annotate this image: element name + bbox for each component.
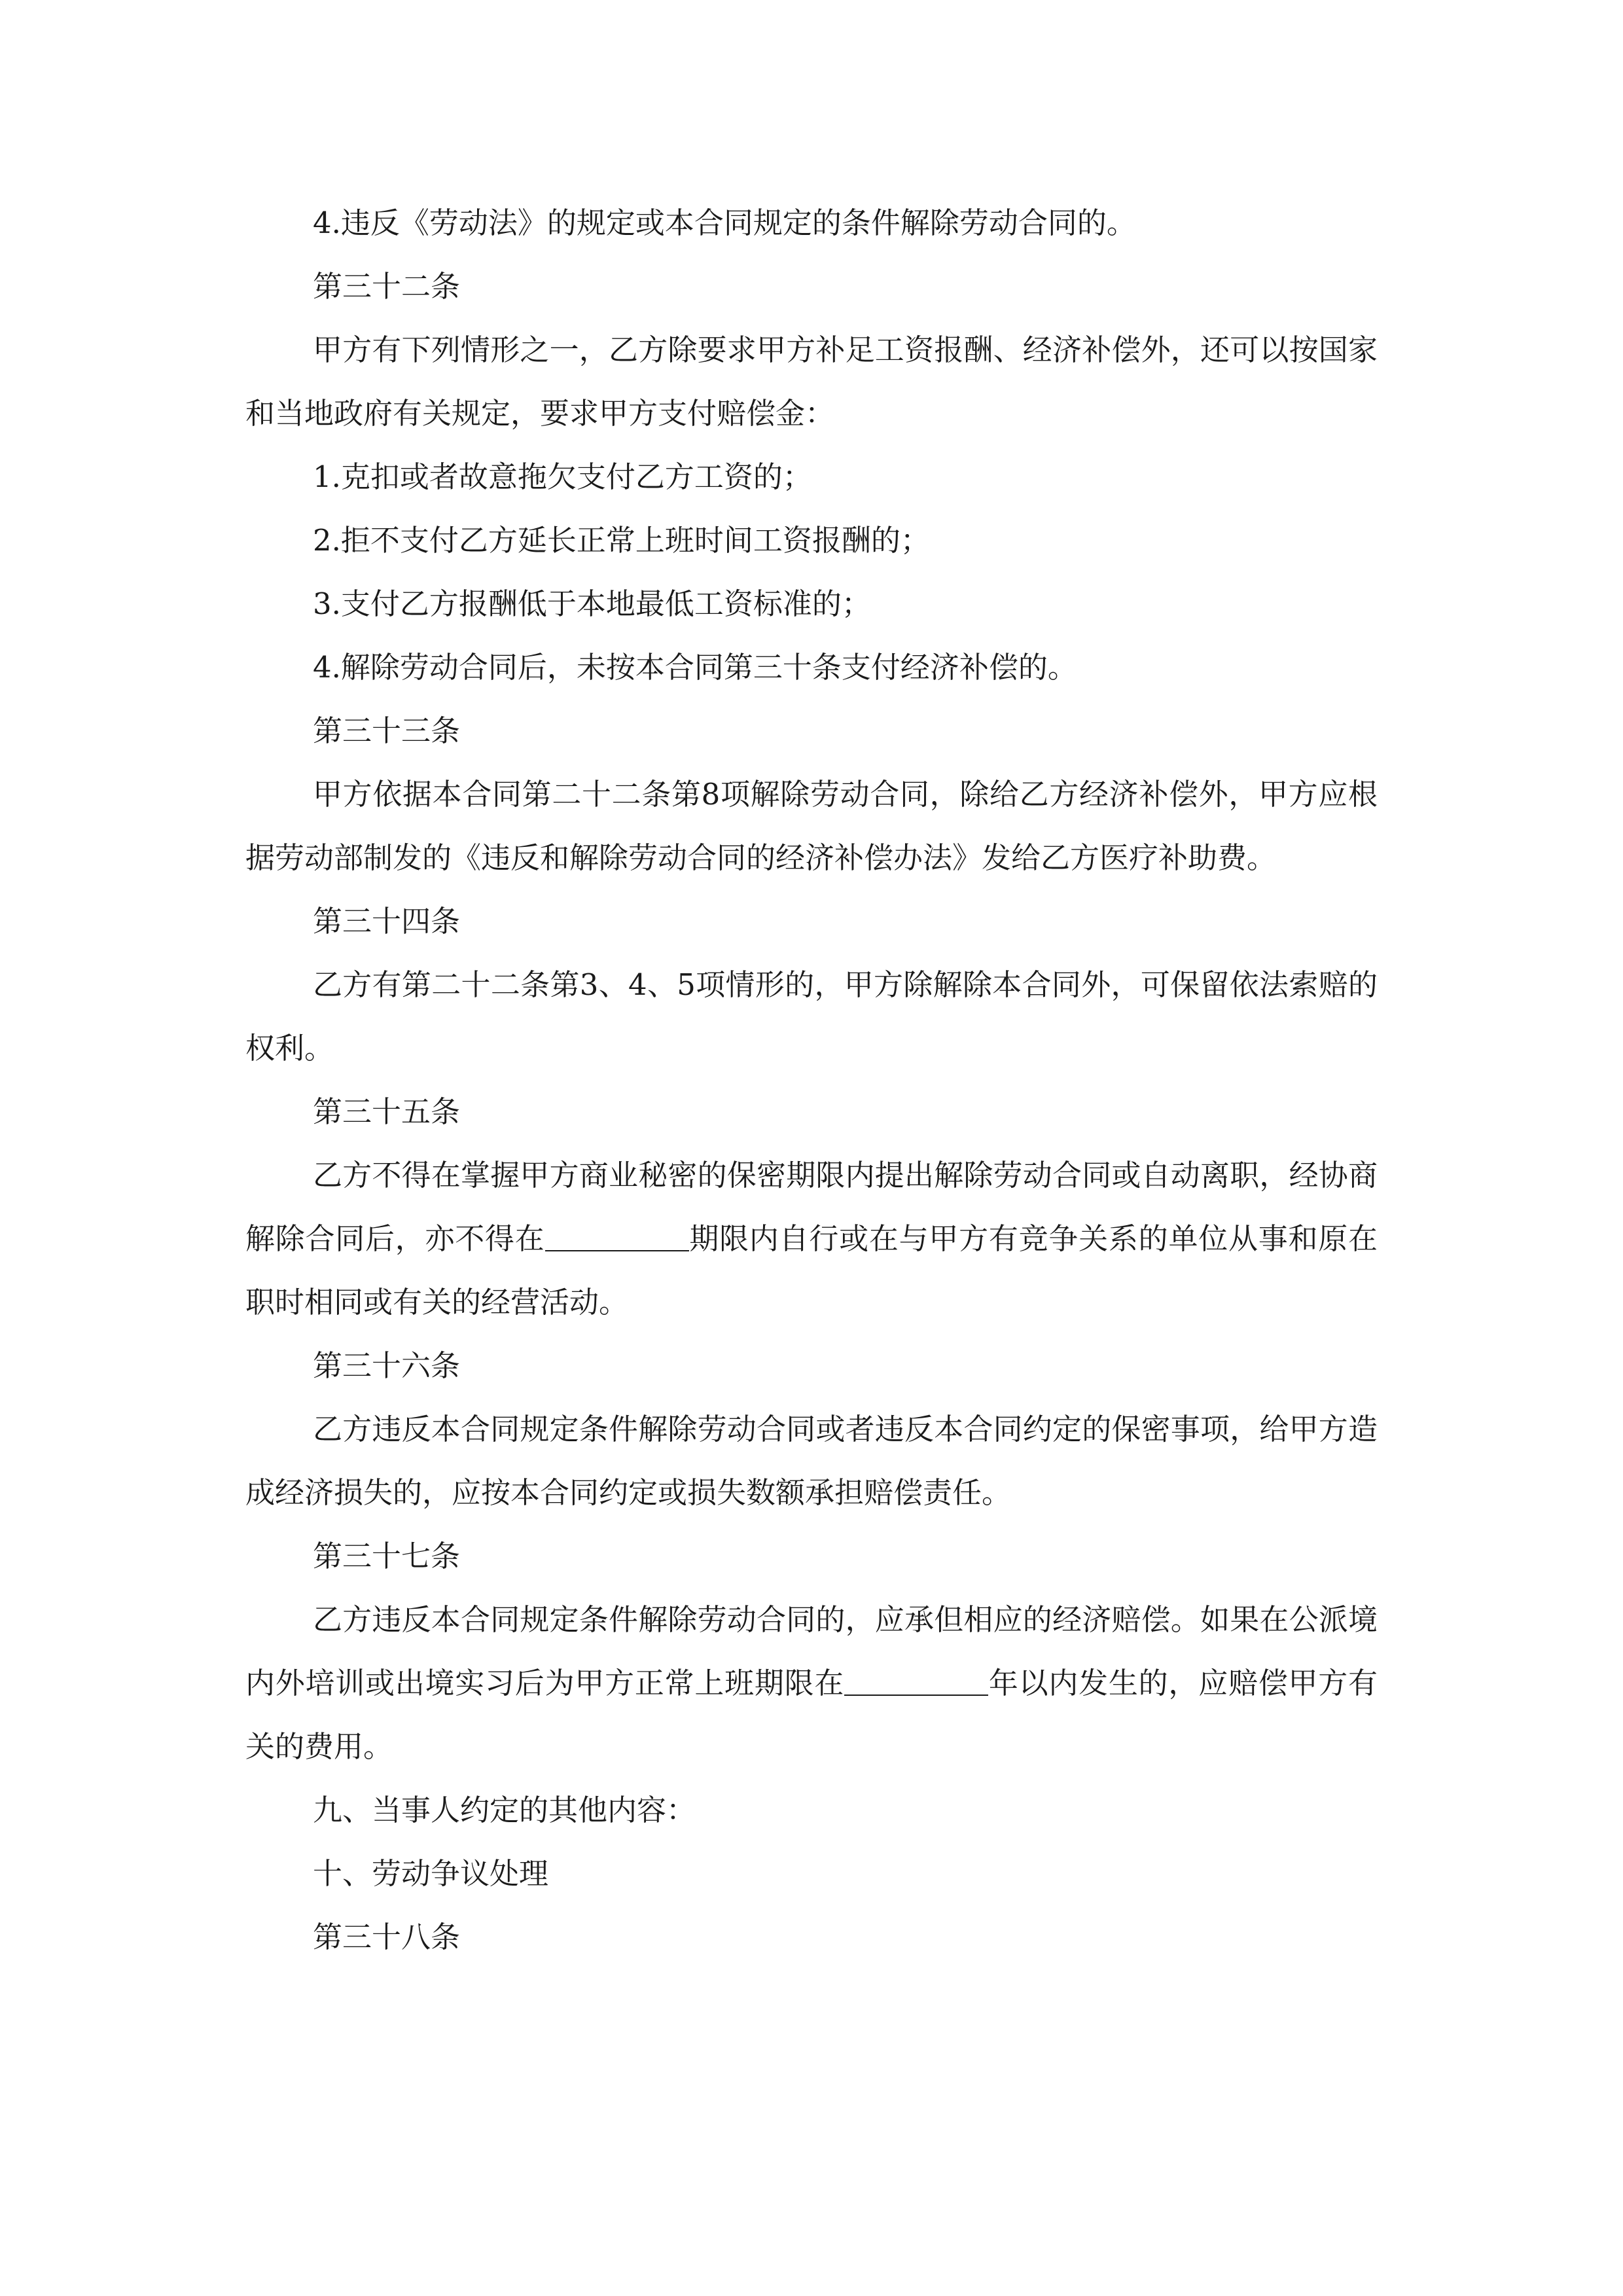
clause-item: 2.拒不支付乙方延长正常上班时间工资报酬的；: [313, 523, 930, 558]
fill-in-blank[interactable]: [844, 1668, 988, 1696]
clause-text: 甲方有下列情形之一，乙方除要求甲方补足工资报酬、经济补偿外，还可以按国家和当地政府有关规定，要求甲方支付赔偿金：: [245, 332, 1378, 431]
article-heading: 第三十六条: [313, 1348, 461, 1383]
clause-text-part: 年以内发生的，应赔偿甲方有关的费用。: [245, 1666, 1378, 1764]
clause-text: [245, 1588, 1378, 1778]
article-heading: 第三十五条: [313, 1094, 461, 1129]
article-heading: 第三十七条: [313, 1539, 461, 1573]
clause-text: 乙方有第二十二条第3、4、5项情形的，甲方除解除本合同外，可保留依法索赔的权利。: [245, 967, 1378, 1066]
clause-text-part: 乙方不得在掌握甲方商业秘密的保密期限内提出解除劳动合同或自动离职，经协商解除合同后，亦不得在: [245, 1158, 1378, 1256]
clause-item: 3.支付乙方报酬低于本地最低工资标准的；: [313, 586, 871, 621]
clause-text: 4.违反《劳动法》的规定或本合同规定的条件解除劳动合同的。: [313, 206, 1136, 240]
article-heading: 第三十八条: [313, 1920, 461, 1954]
clause-item: 1.克扣或者故意拖欠支付乙方工资的；: [313, 459, 812, 494]
fill-in-blank[interactable]: [545, 1224, 689, 1251]
article-heading: 第三十三条: [313, 713, 461, 748]
document-body: [245, 191, 1378, 1969]
clause-text-part: 期限内自行或在与甲方有竞争关系的单位从事和原在职时相同或有关的经营活动。: [245, 1221, 1378, 1319]
clause-text-part: 乙方违反本合同规定条件解除劳动合同的，应承但相应的经济赔偿。如果在公派境内外培训或出境实习后为甲方正常上班期限在: [245, 1602, 1378, 1700]
article-heading: 第三十四条: [313, 904, 461, 939]
clause-text: 甲方依据本合同第二十二条第8项解除劳动合同，除给乙方经济补偿外，甲方应根据劳动部制发的《违反和解除劳动合同的经济补偿办法》发给乙方医疗补助费。: [245, 777, 1378, 875]
clause-text: [245, 1143, 1378, 1334]
clause-item: 4.解除劳动合同后，未按本合同第三十条支付经济补偿的。: [313, 650, 1077, 685]
article-heading: 第三十二条: [313, 269, 461, 304]
section-heading: 九、当事人约定的其他内容：: [313, 1793, 696, 1827]
section-heading: 十、劳动争议处理: [313, 1856, 549, 1891]
clause-text: 乙方违反本合同规定条件解除劳动合同或者违反本合同约定的保密事项，给甲方造成经济损失的，应按本合同约定或损失数额承担赔偿责任。: [245, 1412, 1378, 1510]
